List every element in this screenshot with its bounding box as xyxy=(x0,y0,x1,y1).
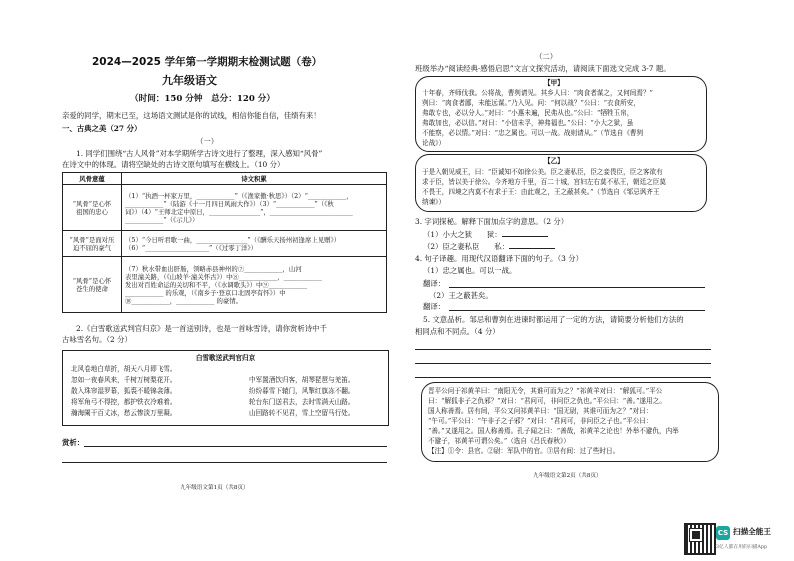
table-row-content[interactable]: （7）秋水带血出肝肠，领略赤县神州的⑦____________，山河 表里潼关路，（《山坡羊·潼关怀古》）中⑧____________，____________ 发出对百姓命运的关切和不平，（《水调歌头》）中⑨____________ ____________ 的乐观，（《南乡子·登京口北固亭有怀》）中 ⑩____________，____________ 的豪情。 xyxy=(122,257,387,313)
page-footer: 九年级语文第1页（共8页） xyxy=(180,485,249,491)
passage-line: 弗敢加也，必以信。”对曰：“小信未孚，神弗福也。”公曰：“小大之狱，虽 xyxy=(422,119,634,127)
part-1-title: （一） xyxy=(196,137,219,146)
passage-line: 国人称善焉。居有间，平公又问祁黄羊曰：“国无尉，其谁可而为之？”对曰： xyxy=(428,407,653,415)
q4-sentence: （2）王之蔽甚矣。 xyxy=(429,291,493,300)
passage-line: 论战》） xyxy=(422,139,446,147)
passage-line: 晋平公问于祁黄羊曰：“南阳无令，其谁可而为之？”祁黄羊对曰：“解狐可。”平公 xyxy=(428,387,663,395)
answer-line[interactable] xyxy=(449,287,705,288)
answer-line[interactable] xyxy=(84,446,387,447)
q3-item: （1）小大之狱 狱： xyxy=(423,229,548,239)
passage-tag: 【甲】 xyxy=(544,79,564,87)
answer-blank[interactable] xyxy=(509,241,555,249)
translate-label: 翻译： xyxy=(423,302,446,311)
answer-line[interactable] xyxy=(415,349,711,350)
q2-line-2: 古咏雪名句。（2 分） xyxy=(62,335,132,344)
page-footer: 九年级语文第2页（共8页） xyxy=(533,473,602,479)
scanner-name: 扫描全能王 xyxy=(733,527,771,536)
scanner-logo: CS xyxy=(716,526,730,540)
passage-line: 不畏王，四境之内莫不有求于王：由此观之，王之蔽甚矣。”（节选自《邹忌讽齐王 xyxy=(422,188,660,196)
passage-line: 不避子，祁黄羊可谓公矣。”（选自《吕氏春秋》） xyxy=(428,437,570,445)
time-score: （时间：150 分钟 总分：120 分） xyxy=(130,94,275,104)
poem-verse: 山回路转不见君，雪上空留马行处。 xyxy=(249,409,355,417)
q4-sentence: （1）忠之属也。可以一战。 xyxy=(423,266,517,275)
passage-tag: 【乙】 xyxy=(544,157,564,165)
part-2-title: （二） xyxy=(535,52,558,61)
passage-line: 于是入朝见威王，曰：“臣诚知不如徐公美。臣之妻私臣，臣之妾畏臣，臣之客欲有 xyxy=(422,168,663,176)
answer-line[interactable] xyxy=(62,462,387,463)
passage-a-box xyxy=(415,76,707,152)
q3-title: 3. 字词探秘。解释下面加点字的意思。（2 分） xyxy=(415,217,569,226)
poem-verse: 散入珠帘湿罗幕，狐裘不暖锦衾薄。 xyxy=(71,387,177,395)
answer-line[interactable] xyxy=(415,363,711,364)
passage-line: 弗敢专也，必以分人。”对曰：“小惠未遍，民弗从也。”公曰：“牺牲玉帛， xyxy=(422,109,634,117)
q5-line-2: 相同点和不同点。（4 分） xyxy=(415,327,500,336)
table-row-label: “风骨”是心怀 祖国的忠心 xyxy=(63,185,122,231)
passage-c-box xyxy=(421,382,719,462)
poem-verse: 北风卷地白草折，胡天八月即飞雪。 xyxy=(71,365,177,373)
passage-line: 曰：“解狐非子之仇邪？”对曰：“君问可，非问臣之仇也。”平公曰：“善。”遂用之。 xyxy=(428,397,666,405)
passage-line: 刿曰：“肉食者鄙，未能远谋。”乃入见。问：“何以战？”公曰：“衣食所安， xyxy=(422,99,640,107)
table-row-label: “风骨”是面对压 迫不屈的豪气 xyxy=(63,231,122,257)
poem-verse: 将军角弓不得控，都护铁衣冷难着。 xyxy=(71,398,177,406)
appreciation-label: 赏析： xyxy=(62,438,85,447)
poem-verse: 轮台东门送君去，去时雪满天山路。 xyxy=(249,398,355,406)
passage-line: 十年春，齐师伐我。公将战，曹刿请见。其乡人曰：“肉食者谋之，又何间焉？” xyxy=(422,89,653,97)
q3-item: （2）臣之妻私臣 私： xyxy=(423,241,555,251)
subject-title: 九年级语文 xyxy=(162,74,217,87)
answer-blank[interactable] xyxy=(502,229,548,237)
q4-title: 4. 句子译趣。用现代汉语翻译下面的句子。（3 分） xyxy=(415,254,583,263)
poem-title: 白雪歌送武判官归京 xyxy=(195,354,256,362)
qr-code-icon xyxy=(684,523,716,555)
q2-line-1: 2.《白雪歌送武判官归京》是一首送别诗，也是一首咏雪诗，请你赏析诗中千 xyxy=(76,324,327,333)
answer-line[interactable] xyxy=(415,377,711,378)
passage-note: 【注】①令：县官。②尉：军队中的官。③居有间：过了些时日。 xyxy=(428,447,620,455)
poem-verse: 忽如一夜春风来，千树万树梨花开。 xyxy=(71,376,177,384)
poetry-table xyxy=(62,172,387,313)
table-row-content[interactable]: （1）“执酒一杯家万里，____________”（《渔家傲·秋思》）（2）“____________， ____________”（陆游《十一月四日风雨大作》）（3）“____________”（《秋 词》）（4）“王师北定中原日，________________”，__________________________ ____________”（《示儿》） xyxy=(122,185,387,231)
q5-line-1: 5. 文意品析。邹忌和曹刿在进谏时都运用了一定的方法，请简要分析他们方法的 xyxy=(423,315,684,324)
passage-line: 纳谏》） xyxy=(422,198,446,206)
poem-verse: 中军置酒饮归客，胡琴琵琶与羌笛。 xyxy=(249,376,355,384)
right-page xyxy=(397,0,794,561)
table-row-label: “风骨”是心怀 苍生的使命 xyxy=(63,257,122,313)
answer-line[interactable] xyxy=(449,310,705,311)
q1-line-1: 1. 同学们围绕“古人风骨”对本学期所学古诗文进行了整理，深入感知“风骨” xyxy=(76,149,323,158)
poem-verse: 纷纷暮雪下辕门，风掣红旗冻不翻。 xyxy=(249,387,355,395)
table-row-content[interactable]: （5）“今日听君歌一曲，________________”（《酬乐天扬州初逢席上见赠》） （6）“____________________”（《过零丁洋》） xyxy=(122,231,387,257)
part-2-intro: 班级举办“阅读经典·感悟启思”文言文探究活动，请阅读下面选文完成 3-7 题。 xyxy=(415,64,671,73)
scanner-tagline: 3亿人都在用的扫描App xyxy=(716,545,768,550)
q1-line-2: 在诗文中的体现。请将空缺处的古诗文原句填写在横线上。（10 分） xyxy=(62,160,285,169)
passage-b-box xyxy=(415,154,707,212)
translate-label: 翻译： xyxy=(423,279,446,288)
passage-line: “善。”又遂用之。国人称善焉。孔子闻之曰：“善哉，祁黄羊之论也！外举不避仇，内举 xyxy=(428,427,679,435)
section-1-title: 一、古典之美（27 分） xyxy=(62,124,142,133)
exam-title: 2024—2025 学年第一学期期末检测试题（卷） xyxy=(92,56,323,68)
poem-box xyxy=(62,350,389,426)
table-header-cell: 风骨意蕴 xyxy=(63,173,122,185)
passage-line: 不能察，必以情。”对曰：“忠之属也。可以一战。战则请从。”（节选自《曹刿 xyxy=(422,129,644,137)
passage-line: 求于臣，皆以美于徐公。今齐地方千里，百二十城，宫妇左右莫不私王，朝廷之臣莫 xyxy=(422,178,666,186)
table-header-cell: 诗文积累 xyxy=(122,173,387,185)
poem-verse: 瀚海阑干百丈冰，愁云惨淡万里凝。 xyxy=(71,409,177,417)
intro-line: 亲爱的同学，期末已至，这场语文测试是你的试线，相信你能自信，佳绩有来！ xyxy=(62,111,321,120)
passage-line: “午可。”平公曰：“午非子之子邪？”对曰：“君问可，非问臣之子也。”平公曰： xyxy=(428,417,653,425)
